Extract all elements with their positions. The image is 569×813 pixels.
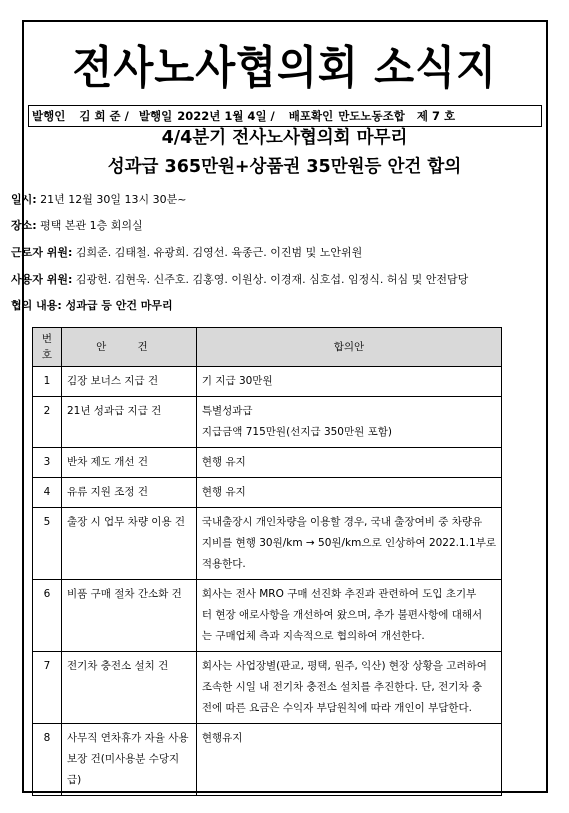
- result-line: 전에 따른 요금은 수익자 부담원칙에 따라 개인이 부담한다.: [201, 702, 472, 714]
- newsletter-title: 전사노사협의회 소식지: [72, 40, 498, 94]
- result-line: 조속한 시일 내 전기차 충전소 설치를 추진한다. 단, 전기차 충: [201, 681, 482, 693]
- union-name: 만도노동조합: [338, 109, 405, 123]
- result-line: 현행 유지: [201, 486, 246, 498]
- result-line: 현행 유지: [201, 456, 246, 468]
- publisher-label: 발행인: [32, 109, 66, 123]
- row-number: 3: [33, 448, 62, 478]
- masthead: [24, 22, 546, 104]
- row-number: 6: [33, 580, 62, 652]
- row-number: 2: [33, 397, 62, 448]
- result-line: 기 지급 30만원: [201, 375, 273, 387]
- row-result: [196, 478, 501, 508]
- issue-number: 제 7 호: [416, 109, 456, 123]
- row-result: [196, 508, 501, 580]
- result-line: 특별성과급: [201, 405, 253, 417]
- discussion-content-value: 성과급 등 안건 마무리: [61, 299, 173, 312]
- result-line: 현행유지: [201, 732, 243, 744]
- employer-members: [11, 271, 468, 287]
- result-line: 국내출장시 개인차량을 이용할 경우, 국내 출장여비 중 차량유: [201, 516, 483, 528]
- worker-members-label: 근로자 위원:: [11, 246, 73, 259]
- row-item: 출장 시 업무 차량 이용 건: [61, 508, 196, 580]
- table-row: [33, 508, 502, 580]
- row-result: [196, 580, 501, 652]
- result-line: 는 구매업체 측과 지속적으로 협의하여 개선한다.: [201, 630, 425, 642]
- table-row: [33, 367, 502, 397]
- row-result: [196, 652, 501, 724]
- table-row: [33, 652, 502, 724]
- confirm-label: 배포확인: [288, 109, 334, 123]
- row-number: 7: [33, 652, 62, 724]
- worker-members-value: 김희준. 김태철. 유광희. 김영선. 육종근. 이진범 및 노안위원: [72, 246, 363, 259]
- meeting-place-value: 평택 본관 1층 회의실: [36, 219, 143, 232]
- row-item: 비품 구매 절차 간소화 건: [61, 580, 196, 652]
- row-result: [196, 397, 501, 448]
- header-result: 합의안: [196, 328, 501, 367]
- headline-line-2: 성과급 365만원+상품권 35만원등 안건 합의: [107, 157, 462, 177]
- meeting-place-label: 장소:: [11, 219, 37, 232]
- row-result: [196, 448, 501, 478]
- row-item: 21년 성과급 지급 건: [61, 397, 196, 448]
- result-line: 지비를 현행 30원/km → 50원/km으로 인상하여 2022.1.1부로: [201, 537, 496, 549]
- agenda-table: [32, 327, 502, 796]
- row-result: [196, 724, 501, 796]
- employer-members-label: 사용자 위원:: [11, 273, 73, 286]
- row-number: 8: [33, 724, 62, 796]
- discussion-content-label: 협의 내용:: [11, 299, 62, 312]
- row-result: [196, 367, 501, 397]
- row-item: 전기차 충전소 설치 건: [61, 652, 196, 724]
- row-number: 5: [33, 508, 62, 580]
- meeting-date: [11, 191, 186, 207]
- discussion-content: [11, 297, 173, 313]
- employer-members-value: 김광헌. 김현욱. 신주호. 김홍영. 이원상. 이경재. 심호섭. 임정식. 허심 및 안전담당: [72, 273, 469, 286]
- row-item: 사무직 연차휴가 자율 사용 보장 건(미사용분 수당지급): [61, 724, 196, 796]
- header-item: 안 건: [61, 328, 196, 367]
- result-line: 지급금액 715만원(선지급 350만원 포함): [201, 426, 392, 438]
- row-number: 1: [33, 367, 62, 397]
- header-no: [33, 328, 62, 367]
- result-line: 회사는 사업장별(판교, 평택, 원주, 익산) 현장 상황을 고려하여: [201, 660, 487, 672]
- row-number: 4: [33, 478, 62, 508]
- result-line: 회사는 전사 MRO 구매 선진화 추진과 관련하여 도입 초기부: [201, 588, 477, 600]
- headline-line-1: 4/4분기 전사노사협의회 마무리: [161, 128, 408, 148]
- meeting-place: [11, 217, 143, 233]
- table-row: [33, 724, 502, 796]
- row-item: 반차 제도 개선 건: [61, 448, 196, 478]
- table-row: [33, 397, 502, 448]
- table-row: [33, 580, 502, 652]
- meeting-date-label: 일시:: [11, 193, 37, 206]
- worker-members: [11, 244, 362, 260]
- table-row: [33, 448, 502, 478]
- publisher-name: 김 희 준 /: [79, 109, 129, 123]
- row-item: 유류 지원 조정 건: [61, 478, 196, 508]
- publish-date: 2022년 1월 4일 /: [177, 109, 275, 123]
- header-no-text: 번호: [41, 333, 53, 361]
- result-line: 터 현장 애로사항을 개선하여 왔으며, 추가 불편사항에 대해서: [201, 609, 483, 621]
- result-line: 적용한다.: [201, 558, 246, 570]
- meeting-date-value: 21년 12월 30일 13시 30분~: [36, 193, 187, 206]
- row-item: 김장 보너스 지급 건: [61, 367, 196, 397]
- date-label: 발행일: [138, 109, 173, 123]
- table-row: [33, 478, 502, 508]
- table-header-row: [33, 328, 502, 367]
